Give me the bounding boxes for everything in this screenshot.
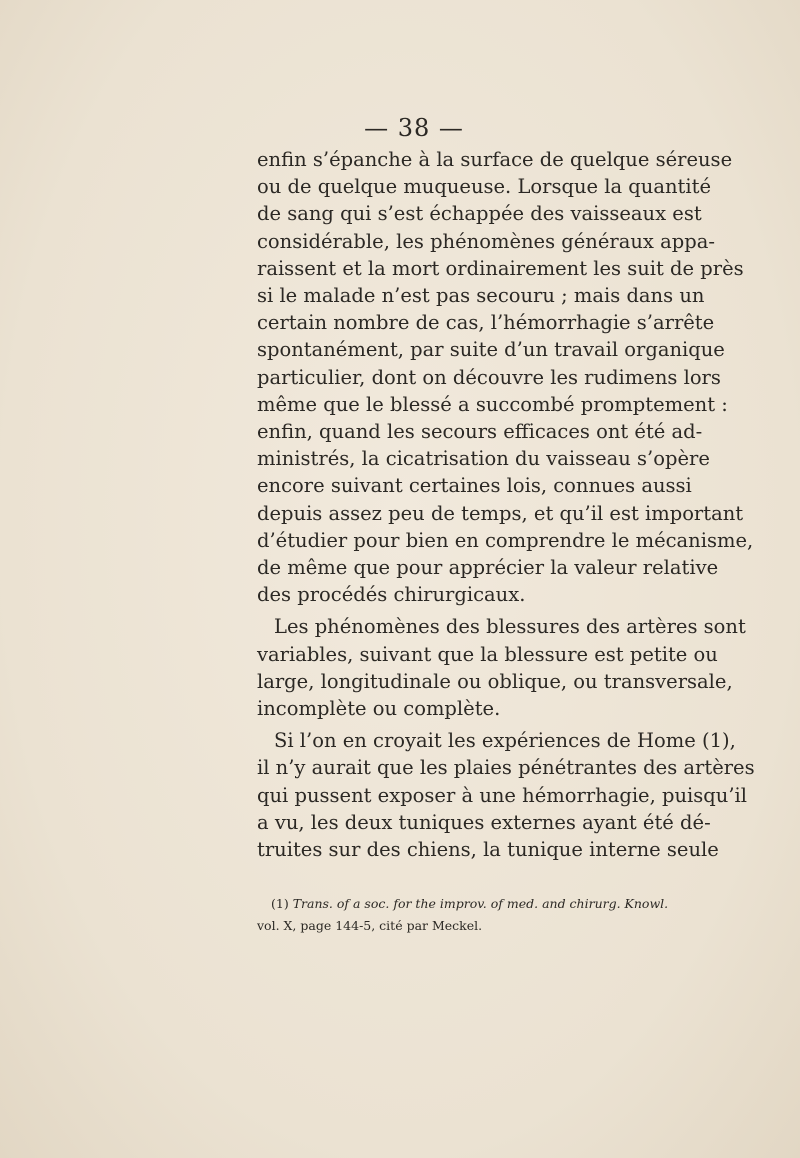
- text-line: truites sur des chiens, la tunique interne seule: [257, 838, 719, 862]
- text-line: particulier, dont on découvre les rudimens lors: [257, 365, 721, 389]
- text-line: encore suivant certaines lois, connues aussi: [257, 474, 692, 498]
- text-line: raissent et la mort ordinairement les suit de près: [257, 256, 744, 280]
- paragraph-2: [257, 613, 746, 722]
- text-line: spontanément, par suite d’un travail organique: [257, 338, 725, 362]
- text-line: Si l’on en croyait les expériences de Home (1),: [274, 729, 736, 753]
- page-number-text: — 38 —: [364, 114, 464, 142]
- footnote-marker: (1): [271, 896, 289, 911]
- text-line: d’étudier pour bien en comprendre le mécanisme,: [257, 528, 754, 552]
- paragraph-1: [257, 146, 754, 608]
- page-number: [0, 114, 800, 142]
- text-line: considérable, les phénomènes généraux appa-: [257, 229, 715, 253]
- text-line: depuis assez peu de temps, et qu’il est important: [257, 501, 744, 525]
- text-line: même que le blessé a succombé promptement :: [257, 392, 728, 416]
- text-line: de sang qui s’est échappée des vaisseaux est: [257, 202, 702, 226]
- text-line: large, longitudinale ou oblique, ou transversale,: [257, 669, 733, 693]
- text-line: des procédés chirurgicaux.: [257, 583, 526, 607]
- text-line: a vu, les deux tuniques externes ayant été dé-: [257, 810, 711, 834]
- footnote-citation: Trans. of a soc. for the improv. of med. and chirurg. Knowl.: [292, 896, 669, 911]
- text-line: incomplète ou complète.: [257, 697, 501, 721]
- text-line: certain nombre de cas, l’hémorrhagie s’arrête: [257, 311, 715, 335]
- text-line: Les phénomènes des blessures des artères sont: [274, 615, 746, 639]
- paragraph-3: [257, 727, 755, 863]
- text-line: ministrés, la cicatrisation du vaisseau s’opère: [257, 447, 710, 471]
- text-line: il n’y aurait que les plaies pénétrantes des artères: [257, 756, 755, 780]
- text-line: ou de quelque muqueuse. Lorsque la quantité: [257, 175, 711, 199]
- footnote-line-1: [257, 893, 689, 915]
- body-text: [257, 146, 755, 863]
- footnote: [257, 893, 689, 937]
- text-line: enfin, quand les secours efficaces ont été ad-: [257, 420, 703, 444]
- text-line: enfin s’épanche à la surface de quelque séreuse: [257, 148, 733, 171]
- footnote-line-2: vol. X, page 144-5, cité par Meckel.: [257, 918, 483, 933]
- text-line: si le malade n’est pas secouru ; mais dans un: [257, 284, 705, 308]
- text-line: variables, suivant que la blessure est petite ou: [257, 642, 718, 666]
- text-line: qui pussent exposer à une hémorrhagie, puisqu’il: [257, 783, 747, 807]
- text-line: de même que pour apprécier la valeur relative: [257, 556, 719, 580]
